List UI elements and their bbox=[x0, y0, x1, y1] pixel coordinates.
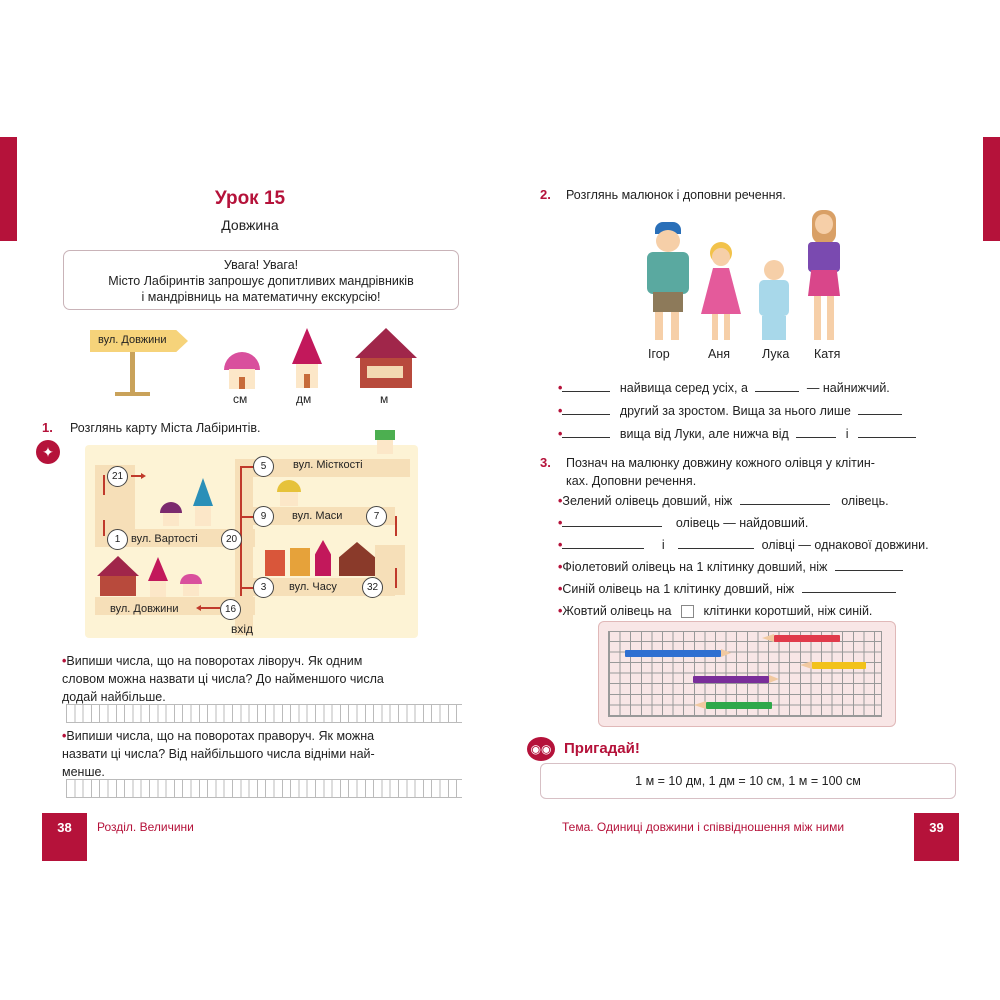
girl-katya-figure bbox=[802, 210, 848, 344]
lesson-subtitle: Довжина bbox=[221, 217, 279, 233]
purple-pencil bbox=[693, 676, 769, 683]
map-house-icon bbox=[180, 574, 202, 596]
kid-name: Аня bbox=[708, 347, 731, 361]
answer-box[interactable] bbox=[681, 605, 694, 618]
lesson-title: Урок 15 bbox=[214, 188, 286, 209]
map-house-icon bbox=[97, 556, 139, 596]
map-number: 5 bbox=[253, 456, 274, 477]
map-house-icon bbox=[160, 502, 182, 526]
task2-number: 2. bbox=[540, 187, 551, 202]
bullet-text: •Випиши числа, що на поворотах праворуч. Як можна назвати ці числа? Від найбільшого числа відніми най- менше. bbox=[62, 729, 375, 779]
lightbulb-icon: ✦ bbox=[36, 440, 60, 464]
street-label: вул. Маси bbox=[292, 510, 343, 522]
kid-name: Лука bbox=[762, 347, 790, 361]
kid-name: Катя bbox=[814, 347, 841, 361]
blue-pencil bbox=[625, 650, 721, 657]
street-label: вул. Часу bbox=[289, 581, 337, 593]
unit-cm-label: см bbox=[233, 392, 248, 406]
big-house-icon bbox=[355, 328, 417, 390]
map-number: 7 bbox=[366, 506, 387, 527]
small-house-icon bbox=[224, 352, 260, 390]
sign-label: вул. Довжини bbox=[98, 334, 167, 346]
map-number: 16 bbox=[220, 599, 241, 620]
map-number: 32 bbox=[362, 577, 383, 598]
task2-text: Розглянь малюнок і доповни речення. bbox=[566, 188, 786, 202]
notice-line: і мандрівниць на математичну екскурсію! bbox=[141, 290, 381, 304]
girl-anya-figure bbox=[698, 242, 744, 344]
street-label: вул. Довжини bbox=[110, 603, 179, 615]
map-house-icon bbox=[375, 430, 395, 454]
task2-sentence: • другий за зростом. Вища за нього лише bbox=[558, 402, 902, 420]
page-number: 39 bbox=[914, 813, 959, 861]
page-number: 38 bbox=[42, 813, 87, 861]
kid-name: Ігор bbox=[648, 347, 670, 361]
owl-icon: ◉◉ bbox=[527, 737, 555, 761]
map-house-row-icon bbox=[265, 540, 377, 576]
right-edge-tab bbox=[983, 137, 1000, 241]
map-number: 9 bbox=[253, 506, 274, 527]
map-tower-icon bbox=[148, 557, 168, 597]
task1-number: 1. bbox=[42, 420, 53, 435]
boy-igor-figure bbox=[643, 222, 691, 344]
task2-sentence: • найвища серед усіх, а — найнижчий. bbox=[558, 381, 890, 395]
task3-text: Познач на малюнку довжину кожного олівця у клітин- ках. Доповни речення. bbox=[566, 456, 875, 488]
notice-box bbox=[63, 250, 459, 310]
notice-line: Увага! Увага! bbox=[223, 258, 299, 272]
task2-sentence: • вища від Луки, але нижча від і bbox=[558, 425, 916, 443]
task3-sentence: •Зелений олівець довший, ніж олівець. bbox=[558, 494, 889, 508]
street-label: вул. Місткості bbox=[293, 459, 363, 471]
entrance-label: вхід bbox=[231, 622, 254, 636]
map-number: 20 bbox=[221, 529, 242, 550]
remember-title: Пригадай! bbox=[564, 740, 640, 757]
map-number: 1 bbox=[107, 529, 128, 550]
unit-m-label: м bbox=[380, 392, 389, 406]
bullet-text: •Випиши числа, що на поворотах ліворуч. Як одним словом можна назвати ці числа? До найменшого числа додай найбільше. bbox=[62, 654, 384, 704]
notice-line: Місто Лабіринтів запрошує допитливих мандрівників bbox=[108, 274, 414, 288]
task3-sentence: •Синій олівець на 1 клітинку довший, ніж bbox=[558, 580, 896, 598]
map-tower-icon bbox=[193, 478, 213, 526]
yellow-pencil bbox=[812, 662, 866, 669]
remember-text: 1 м = 10 дм, 1 дм = 10 см, 1 м = 100 см bbox=[635, 774, 861, 788]
boy-luka-figure bbox=[756, 260, 792, 344]
street-label: вул. Вартості bbox=[131, 533, 198, 545]
answer-grid[interactable] bbox=[66, 779, 462, 798]
tower-house-icon bbox=[292, 328, 322, 390]
footer-text: Розділ. Величини bbox=[97, 820, 194, 834]
task3-number: 3. bbox=[540, 455, 551, 470]
red-pencil bbox=[774, 635, 840, 642]
task3-sentence: • і олівці — однакової довжини. bbox=[558, 538, 929, 552]
remember-box bbox=[540, 763, 956, 799]
footer-text: Тема. Одиниці довжини і співвідношення між ними bbox=[562, 820, 845, 834]
task3-sentence: • олівець — найдовший. bbox=[558, 516, 809, 530]
answer-grid[interactable] bbox=[66, 704, 462, 723]
task3-sentence: •Фіолетовий олівець на 1 клітинку довший, ніж bbox=[558, 558, 903, 576]
street-sign bbox=[90, 330, 200, 400]
unit-dm-label: дм bbox=[296, 392, 312, 406]
task3-sentence: •Жовтий олівець на клітинки коротший, ніж синій. bbox=[558, 604, 873, 618]
green-pencil bbox=[706, 702, 772, 709]
task1-text: Розглянь карту Міста Лабіринтів. bbox=[70, 421, 261, 435]
map-number: 21 bbox=[107, 466, 128, 487]
map-number: 3 bbox=[253, 577, 274, 598]
map-house-icon bbox=[277, 480, 301, 506]
